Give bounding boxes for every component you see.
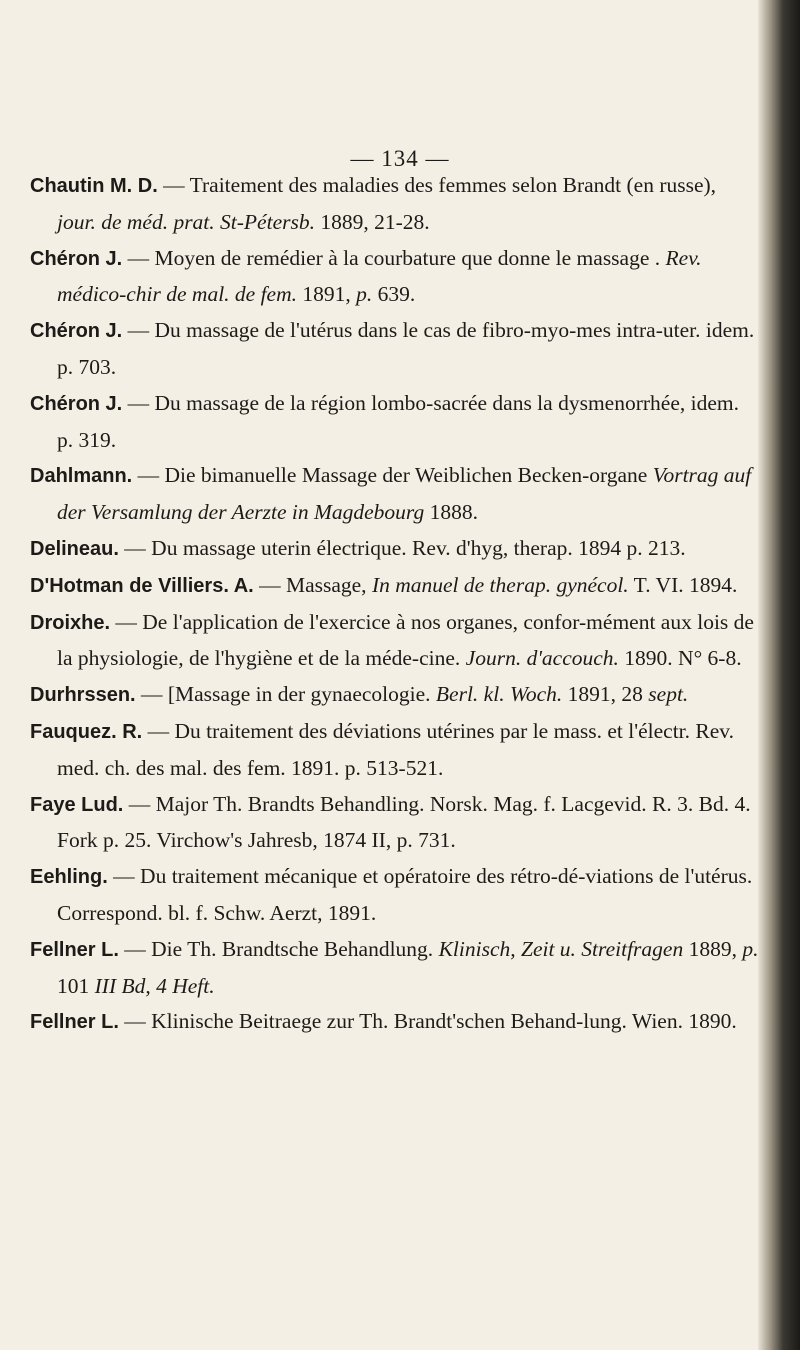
entry-text: 639. — [372, 282, 416, 307]
entry-author: Chautin M. D. — [30, 175, 158, 197]
entry-text: — Du traitement des déviations utérines par le mass. et l'électr. Rev. med. ch. des mal. des fem. 1891. p. 513-521. — [57, 718, 734, 780]
bibliography-list — [30, 168, 760, 1041]
entry-author: Chéron J. — [30, 320, 123, 343]
entry-text: 1889, — [683, 936, 743, 961]
entry-author: D'Hotman de Villiers. A. — [30, 574, 254, 597]
entry-text: — Major Th. Brandts Behandling. Norsk. Mag. f. Lacgevid. R. 3. Bd. 4. Fork p. 25. Virchow's Jahresb, 1874 II, p. 731. — [57, 791, 751, 853]
entry-title-italic: sept. — [648, 682, 689, 707]
entry-title-italic: p. — [356, 282, 373, 307]
entry-author: Chéron J. — [30, 247, 123, 270]
entry-author: Eehling. — [30, 866, 108, 889]
entry-text: — Klinische Beitraege zur Th. Brandt'schen Behand-lung. Wien. 1890. — [118, 1009, 737, 1034]
bibliography-entry — [30, 531, 760, 568]
entry-text: — Die bimanuelle Massage der Weiblichen Becken-organe — [132, 463, 653, 488]
entry-title-italic: Berl. kl. Woch. — [435, 682, 563, 707]
entry-text: T. VI. 1894. — [628, 572, 738, 597]
entry-title-italic: Rev. médico-chir de mal. de fem. — [57, 245, 702, 307]
page-edge-shadow — [758, 0, 800, 1350]
entry-author: Delineau. — [30, 537, 119, 560]
entry-text: 1890. N° 6-8. — [618, 646, 742, 671]
entry-author: Droixhe. — [30, 611, 111, 634]
entry-author: Fellner L. — [30, 1011, 119, 1034]
bibliography-entry — [30, 859, 760, 932]
bibliography-entry — [30, 787, 760, 860]
entry-author: Dahlmann. — [30, 465, 133, 488]
bibliography-entry — [30, 241, 760, 314]
entry-title-italic: Journ. d'accouch. — [465, 646, 619, 671]
entry-title-italic: jour. de méd. prat. St-Pétersb. — [57, 209, 315, 234]
page-number: — 134 — — [350, 146, 450, 171]
entry-text: — Die Th. Brandtsche Behandlung. — [118, 936, 439, 961]
entry-text: — [Massage in der gynaecologie. — [135, 682, 436, 707]
entry-text: — De l'application de l'exercice à nos organes, confor-mément aux lois de la physiologie, de l'hygiène et de la méde-cine. — [57, 609, 754, 671]
bibliography-entry — [30, 386, 760, 459]
entry-title-italic: Vortrag auf der Versamlung der Aerzte in Magdebourg — [57, 463, 752, 525]
bibliography-entry — [30, 458, 760, 531]
entry-text: — Du massage de la région lombo-sacrée dans la dysmenorrhée, idem. p. 319. — [57, 390, 739, 452]
entry-text: — Du traitement mécanique et opératoire des rétro-dé-viations de l'utérus. Correspond. bl. f. Schw. Aerzt, 1891. — [57, 864, 753, 925]
entry-text: 1888. — [424, 500, 479, 525]
entry-text: 1889, 21-28. — [314, 209, 430, 234]
entry-title-italic: In manuel de therap. gynécol. — [371, 572, 629, 597]
entry-text: — Du massage uterin électrique. Rev. d'hyg, therap. 1894 p. 213. — [118, 535, 686, 560]
entry-title-italic: Klinisch, Zeit u. Streitfragen — [438, 936, 684, 961]
bibliography-entry — [30, 313, 760, 386]
entry-author: Chéron J. — [30, 392, 123, 415]
entry-text: 101 — [57, 973, 95, 998]
entry-author: Fellner L. — [30, 938, 119, 961]
bibliography-entry — [30, 168, 760, 241]
entry-author: Fauquez. R. — [30, 720, 143, 743]
entry-title-italic: III Bd, 4 Heft. — [94, 973, 215, 998]
entry-text: — Moyen de remédier à la courbature que donne le massage . — [122, 245, 666, 270]
bibliography-entry — [30, 1004, 760, 1041]
entry-text: — Du massage de l'utérus dans le cas de fibro-myo-mes intra-uter. idem. p. 703. — [57, 318, 755, 379]
bibliography-entry — [30, 677, 760, 714]
entry-text: 1891, — [297, 282, 357, 307]
entry-text: 1891, 28 — [562, 682, 649, 707]
bibliography-entry — [30, 932, 760, 1005]
bibliography-entry — [30, 568, 760, 605]
entry-text: — Traitement des maladies des femmes selon Brandt (en russe), — [157, 173, 717, 197]
bibliography-entry — [30, 605, 760, 678]
bibliography-entry — [30, 714, 760, 787]
entry-author: Faye Lud. — [30, 793, 124, 816]
entry-text: — Massage, — [253, 572, 372, 597]
entry-author: Durhrssen. — [30, 684, 136, 707]
entry-title-italic: p. — [742, 936, 759, 961]
